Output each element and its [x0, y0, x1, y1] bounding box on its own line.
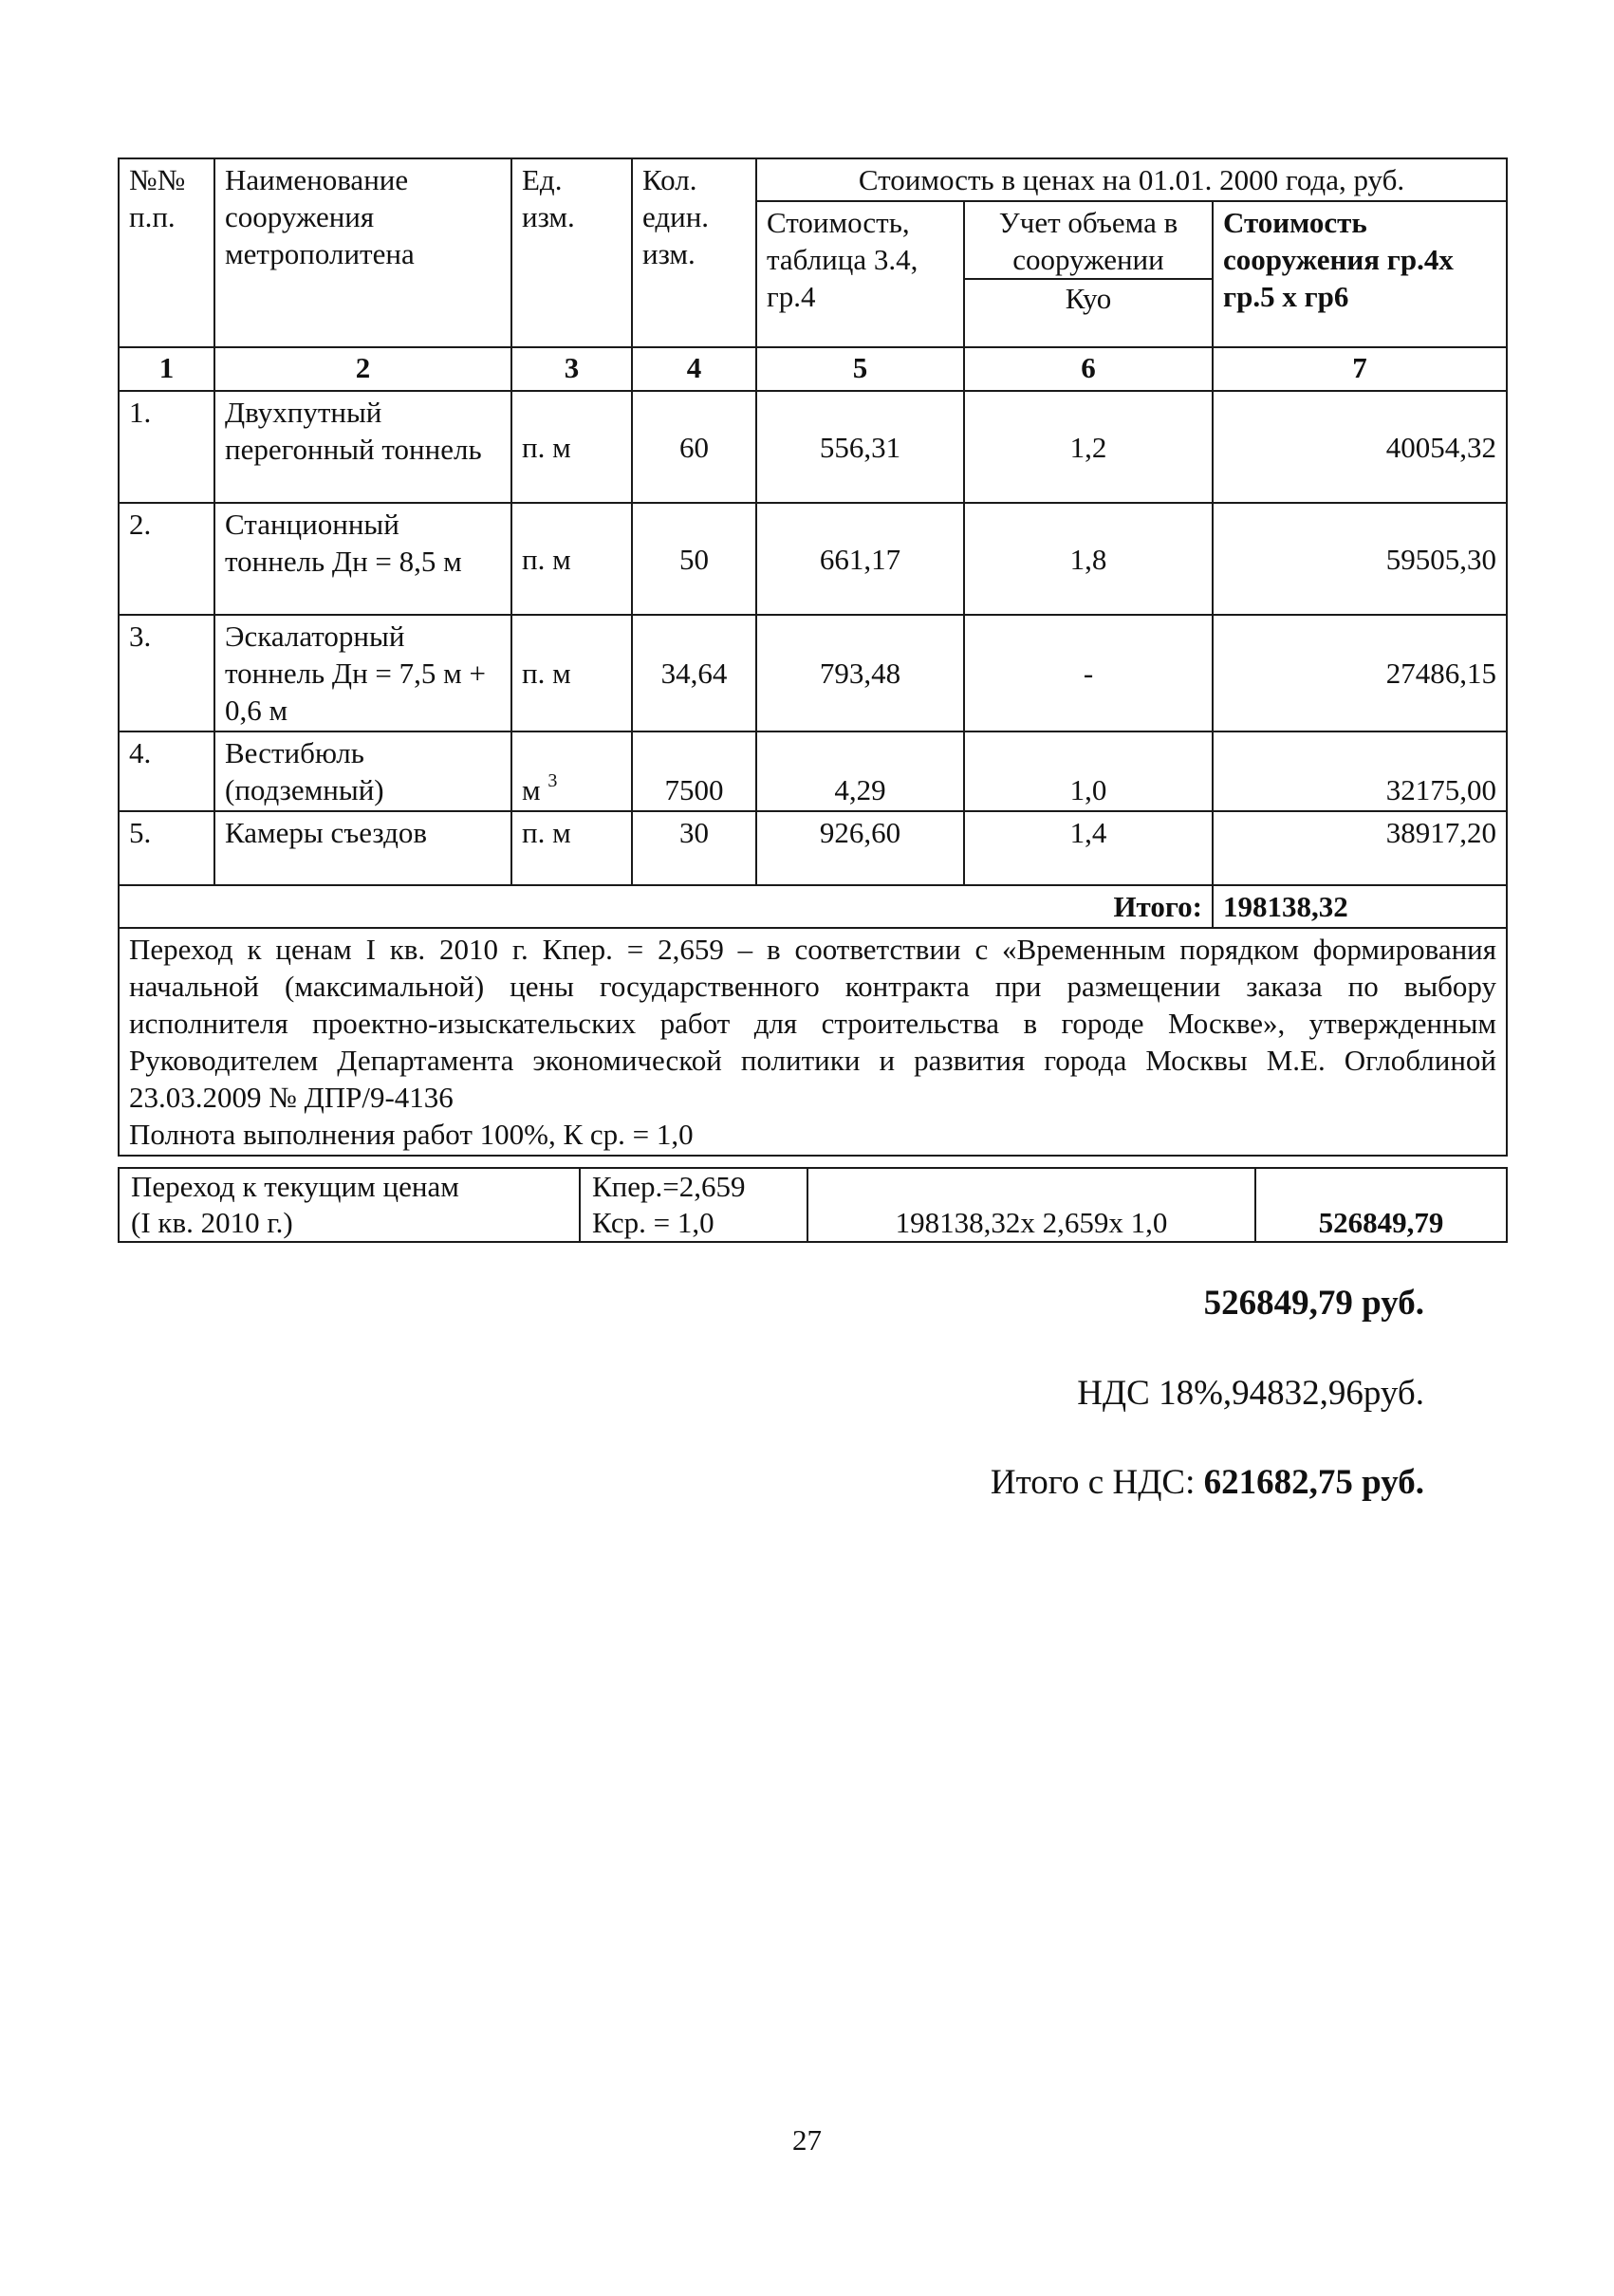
- row-qty: 7500: [632, 731, 756, 811]
- row-cost: 926,60: [756, 811, 964, 885]
- header-name: Наименование сооружения метрополитена: [214, 158, 511, 347]
- row-total: 59505,30: [1213, 503, 1507, 615]
- transition-result: 526849,79: [1255, 1168, 1507, 1242]
- table-row: [119, 391, 1507, 503]
- row-cost: 556,31: [756, 391, 964, 503]
- summary-total-label: Итого с НДС:: [990, 1463, 1204, 1502]
- table-row: [119, 731, 1507, 811]
- row-num: 2.: [119, 503, 214, 615]
- row-unit: [511, 731, 632, 811]
- row-num: 1.: [119, 391, 214, 503]
- itogo-label: Итого:: [119, 885, 1213, 928]
- summary-amount: 526849,79 руб.: [1203, 1284, 1424, 1323]
- row-cost: 793,48: [756, 615, 964, 731]
- column-number-row: [119, 347, 1507, 391]
- col-num-5: 5: [756, 347, 964, 391]
- row-num: 4.: [119, 731, 214, 811]
- row-total: 38917,20: [1213, 811, 1507, 885]
- note-row: [119, 928, 1507, 1156]
- col-num-3: 3: [511, 347, 632, 391]
- k-per: Кпер.=2,659: [592, 1170, 746, 1203]
- row-cost: 661,17: [756, 503, 964, 615]
- col-num-4: 4: [632, 347, 756, 391]
- unit-text: м: [522, 773, 541, 806]
- header-num: №№ п.п.: [119, 158, 214, 347]
- transition-label-line1: Переход к текущим ценам: [131, 1170, 459, 1203]
- transition-coefficients: [580, 1168, 807, 1242]
- row-cost: 4,29: [756, 731, 964, 811]
- row-coef: 1,8: [964, 503, 1213, 615]
- summary-total: [991, 1462, 1424, 1503]
- row-qty: 50: [632, 503, 756, 615]
- col-num-6: 6: [964, 347, 1213, 391]
- row-name: Камеры съездов: [214, 811, 511, 885]
- summary-vat: НДС 18%,94832,96руб.: [1077, 1374, 1424, 1413]
- note-completeness: Полнота выполнения работ 100%, К ср. = 1,0: [129, 1118, 694, 1151]
- row-unit: п. м: [511, 615, 632, 731]
- header-volume-top: Учет объема в сооружении: [965, 202, 1212, 280]
- header-cost-table: Стоимость, таблица 3.4, гр.4: [756, 201, 964, 347]
- row-coef: 1,2: [964, 391, 1213, 503]
- row-name: Эскалаторный тоннель Дн = 7,5 м + 0,6 м: [214, 615, 511, 731]
- table-row: [119, 503, 1507, 615]
- transition-formula: 198138,32х 2,659х 1,0: [807, 1168, 1255, 1242]
- itogo-row: [119, 885, 1507, 928]
- cost-table: [118, 157, 1508, 1157]
- note-text: Переход к ценам I кв. 2010 г. Кпер. = 2,659 – в соответствии с «Временным порядком формирования начальной (максимальной) цены государственного контракта при размещении заказа по выбору исполнителя проектно-изыскательских работ для строительства в городе Москве», утвержденным Руководителем Департамента экономической политики и развития города Москвы М.Е. Оглоблиной 23.03.2009 № ДПР/9-4136: [129, 933, 1497, 1114]
- transition-label-line2: (I кв. 2010 г.): [131, 1206, 293, 1239]
- transition-label: [119, 1168, 580, 1242]
- transition-table: [118, 1167, 1508, 1243]
- row-total: 27486,15: [1213, 615, 1507, 731]
- table-row: [119, 811, 1507, 885]
- header-unit: Ед. изм.: [511, 158, 632, 347]
- page-number: 27: [792, 2123, 822, 2157]
- row-coef: -: [964, 615, 1213, 731]
- row-name: Вестибюль (подземный): [214, 731, 511, 811]
- col-num-1: 1: [119, 347, 214, 391]
- row-qty: 34,64: [632, 615, 756, 731]
- table-row: [119, 615, 1507, 731]
- row-unit: п. м: [511, 391, 632, 503]
- header-total: Стоимость сооружения гр.4х гр.5 х гр6: [1213, 201, 1507, 347]
- row-num: 5.: [119, 811, 214, 885]
- row-coef: 1,4: [964, 811, 1213, 885]
- itogo-value: 198138,32: [1213, 885, 1507, 928]
- row-unit: п. м: [511, 503, 632, 615]
- row-coef: 1,0: [964, 731, 1213, 811]
- row-num: 3.: [119, 615, 214, 731]
- transition-row: [119, 1168, 1507, 1242]
- k-sr: Кср. = 1,0: [592, 1206, 714, 1239]
- row-qty: 30: [632, 811, 756, 885]
- row-name: Двухпутный перегонный тоннель: [214, 391, 511, 503]
- col-num-7: 7: [1213, 347, 1507, 391]
- col-num-2: 2: [214, 347, 511, 391]
- note-cell: [119, 928, 1507, 1156]
- row-unit: п. м: [511, 811, 632, 885]
- row-name: Станционный тоннель Дн = 8,5 м: [214, 503, 511, 615]
- header-volume: [964, 201, 1213, 347]
- summary-total-value: 621682,75 руб.: [1203, 1463, 1424, 1502]
- header-cost-group: Стоимость в ценах на 01.01. 2000 года, руб.: [756, 158, 1507, 201]
- header-qty: Кол. един. изм.: [632, 158, 756, 347]
- row-total: 40054,32: [1213, 391, 1507, 503]
- unit-superscript: 3: [547, 770, 558, 791]
- row-total: 32175,00: [1213, 731, 1507, 811]
- row-qty: 60: [632, 391, 756, 503]
- header-volume-coef: Куо: [1065, 282, 1112, 315]
